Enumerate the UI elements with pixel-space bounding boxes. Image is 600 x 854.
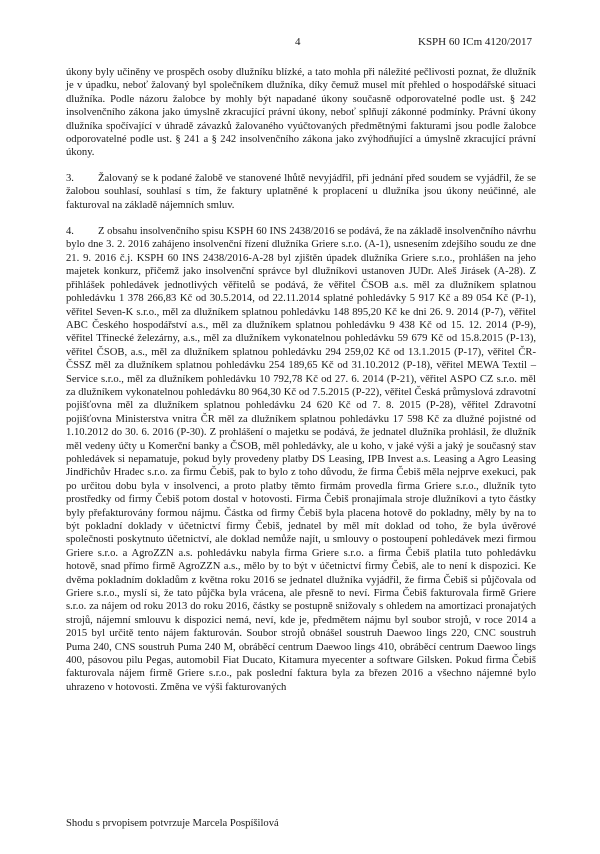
paragraph-3 [66,172,536,212]
certification-footer: Shodu s prvopisem potvrzuje Marcela Pospíšilová [66,818,279,829]
paragraph-number: 3. [66,172,74,184]
document-body [66,66,536,707]
paragraph-number: 4. [66,226,74,238]
case-reference: KSPH 60 ICm 4120/2017 [418,36,532,48]
paragraph-text: Žalovaný se k podané žalobě ve stanovené lhůtě nevyjádřil, při jednání před soudem se vyjádřil, že se žalobou souhlasí, souhlasí s tím, že faktury uplatněné k proplacení u dlužníka jsou úkony neúčinné, ale fakturoval na základě nájemních smluv. [66,172,536,211]
paragraph-4 [66,225,536,694]
paragraph-continuation [66,66,536,160]
paragraph-text: úkony byly učiněny ve prospěch osoby dlužníku blízké, a tato mohla při náležité pečlivosti poznat, že dlužník je v úpadku, neboť žalovaný byl společníkem dlužníka, díky čemuž musel mít přehled o hospodářské situaci dlužníka. Podle názoru žalobce by mohly být napadané úkony současně odporovatelné podle ust. § 242 insolvenčního zákona jako úmyslně zkracující právní úkony, neboť splňují zákonné podmínky. Právní úkony dlužníka spočívající v úhradě závazků žalovaného vyúčtovaných předmětnými fakturami jsou podle žalobce odporovatelné podle ust. § 241 a § 242 insolvenčního zákona jako zvýhodňující a úmyslně zkracující právní úkony. [66,67,536,159]
paragraph-text: Z obsahu insolvenčního spisu KSPH 60 INS 2438/2016 se podává, že na základě insolvenčního návrhu bylo dne 3. 2. 2016 zahájeno insolvenční řízení dlužníka Griere s.r.o. (A-1), usnesením zdejšího soudu ze dne 21. 9. 2016 č.j. KSPH 60 INS 2438/2016-A-28 byl zjištěn úpadek dlužníka Griere s.r.o., prohlášen na jeho majetek konkurz, přičemž jako insolvenční správce byl dlužníkovi ustanoven JUDr. Aleš Jirásek (A-28). Z přihlášek pohledávek jednotlivých věřitelů se podává, že věřitel ČSOB a.s. měl za dlužníkem splatnou pohledávku 1 378 266,83 Kč od 30.5.2014, od 22.11.2014 splatné pohledávky 5 917 Kč a 89 054 Kč (P-1), věřitel Seven-K s.r.o., měl za dlužníkem splatnou pohledávku 148 895,20 Kč ke dni 26. 9. 2014 (P-7), věřitel ABC Českého hospodářství a.s., měl za dlužníkem splatnou pohledávku 9 438 Kč od 15. 12. 2014 (P-9), věřitel Třinecké železárny, a.s., měl za dlužníkem vykonatelnou pohledávku 59 679 Kč od 15.8.2015 (P-13), věřitel ČSOB, a.s., měl za dlužníkem splatnou pohledávku 294 259,02 Kč od 13.1.2015 (P-17), věřitel ČR-ČSSZ měl za dlužníkem splatnou pohledávku 254 189,65 Kč od 31.10.2012 (P-18), věřitel MEWA Textil – Service s.r.o., měl za dlužníkem pohledávku 10 792,78 Kč od 27. 6. 2014 (P-21), věřitel ASPO CZ s.r.o. měl za dlužníkem vykonatelnou pohledávku 80 964,30 Kč od 7.5.2015 (P-22), věřitel Česká průmyslová zdravotní pojišťovna měl za dlužníkem splatnou pohledávku 24 620 Kč od 7. 8. 2015 (P-28), věřitel Zdravotní pojišťovna Ministerstva vnitra ČR měl za dlužníkem splatnou pohledávku 17 598 Kč za dlužné pojistné od 1.10.2012 do 30. 6. 2016 (P-30). Z prohlášení o majetku se podává, že jednatel dlužníka prohlásil, že dlužník měl vedeny účty u Komerční banky a ČSOB, měl pohledávky, ale u koho, v jaké výši a jaký je současný stav pohledávek si nepamatuje, pokud byly provedeny platby DS Leasing, IPB Invest a.s. Leasing a Agro Leasing Jindřichův Hradec s.r.o. za firmu Čebiš, pak to bylo z toho důvodu, že firma Čebiš měla nejprve exekuci, pak po určitou dobu byla v insolvenci, a proto platby těmto firmám provedla firma Griere s.r.o., dlužník tyto prostředky od firmy Čebiš potom dostal v hotovosti. Firma Čebiš pronajímala stroje dlužníkovi a tyto částky byly přefakturovány formou nájmu. Částka od firmy Čebiš byla placena hotově do pokladny, měly by na to být pokladní doklady v účetnictví firmy Čebiš, jednatel by měl mít doklad od toho, že byla úvěrové společnosti poskytnuto účetnictví, ale doklad nemůže najít, u smlouvy o postoupení pohledávek mezi firmou Griere s.r.o. a AgroZZN a.s. pohledávku nabyla firma Griere s.r.o. a firma Čebiš platila tuto pohledávku hotově, snad přímo firmě AgroZZN a.s., mělo by to být v účetnictví firmy Čebiš, ale to není k dispozici. Ke dvěma pokladním dokladům z května roku 2016 se jednatel dlužníka vyjádřil, že firma Čebiš si půjčovala od Griere s.r.o., myslí si, že tato půjčka byla vrácena, ale přesně to neví. Firma Čebiš fakturovala firmě Griere s.r.o. za nájem od roku 2013 do roku 2016, částky se postupně snižovaly s ohledem na amortizaci pronajatých strojů, nájemní smlouvu k dispozici nemá, neví, kde je, předmětem nájmu byl soubor strojů, v roce 2014 a 2015 byl určitě tento nájem fakturován. Soubor strojů obnášel soustruh Daewoo lings 220, CNC soustruh Puma 240, CNS soustruh Puma 240 M, obráběcí centrum Daewoo lings 410, obráběcí centrum Daewoo lings 400, pásovou pilu Pegas, automobil Fiat Ducato, Kitamura myecenter a software Gilsken. Pokud firma Čebiš fakturovala nájem firmě Griere s.r.o., pak poslední faktura byla za březen 2016 a všechno nájemné bylo uhrazeno v hotovosti. Změna ve výši fakturovaných [66,226,536,693]
page-number: 4 [295,36,301,48]
